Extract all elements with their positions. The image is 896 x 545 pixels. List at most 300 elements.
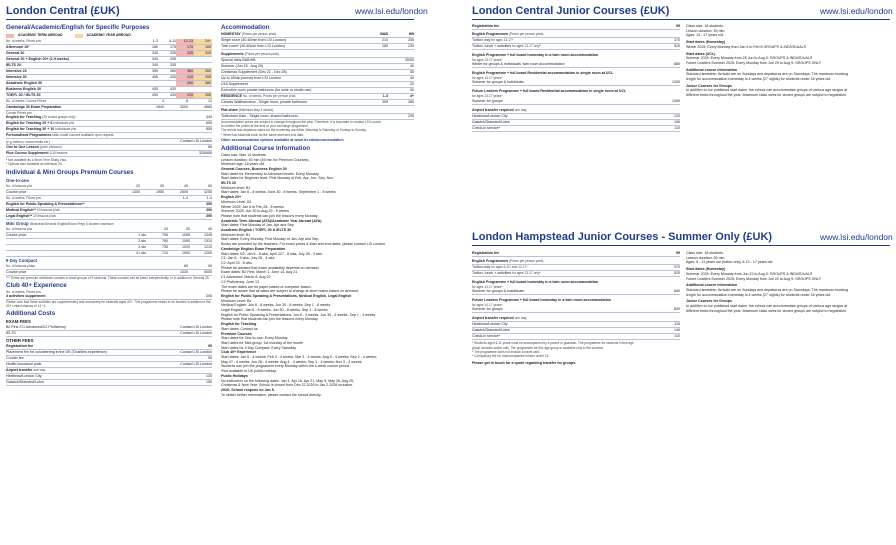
jc-future-sub: for ages 13-17 years* [472, 94, 503, 99]
one-to-one-lesson-detail: (price p/lesson) [39, 145, 62, 150]
cambridge-header-value: 8 [186, 99, 188, 103]
esp-row-label [6, 214, 56, 219]
esp-row [6, 214, 212, 220]
other-fees-heading: OTHER FEES [6, 338, 34, 344]
jh-notes [472, 341, 680, 358]
esp-row-label [6, 208, 60, 213]
esp-row-name: Legal English** [6, 213, 33, 218]
airport-row-value: 150 [206, 380, 212, 385]
jh-reg-name: Registration fee [472, 251, 500, 255]
mini-header-value: 20 [164, 226, 168, 231]
course-row-values [140, 57, 212, 62]
homestay-row-value: 230 [408, 44, 414, 48]
mini-row-value: 1345 [204, 232, 212, 237]
course-row-value: 335 [170, 51, 176, 55]
courses-table [6, 39, 212, 99]
supplement-row-value: 40 [410, 64, 414, 68]
course-row-value [194, 57, 212, 62]
course-row-value: 335 [170, 57, 176, 61]
course-info-lines [221, 153, 414, 167]
info-block-line: To obtain further information, please contact the school directly. [221, 392, 322, 397]
jh-info-heading: Start dates (Homestay) [686, 267, 726, 272]
airport-detail: one way [33, 368, 46, 373]
courses-header-value: 24+ [194, 39, 212, 44]
jc-prog-row-name: Tuition, lunch + activities [472, 44, 512, 48]
course-info-blocks [221, 167, 414, 397]
mini-row-value: 735 [162, 244, 168, 249]
jh-prog-row-value: 520 [674, 271, 680, 275]
junior-central-title: London Central Junior Courses (£UK) [472, 5, 670, 17]
course-row-label: IELTS 20 [6, 63, 21, 67]
cambridge-row-value: 1640 [156, 105, 164, 109]
other-fee-row-value: Contact LSI London [180, 350, 212, 355]
info-block-line: The exam dates are for paper-based or computer-based. [221, 284, 312, 289]
homestay-row [221, 44, 414, 50]
jh-info-line: Summer 2025: Every Monday from Jun 22 to Aug 9: GROUPS & INDIVIDUALS [686, 271, 813, 276]
jc-future-row-label [472, 99, 503, 104]
info-line: Minimum age: 16 years old. [221, 162, 266, 167]
info-block-line: Please note that students can join the lessons every Monday. [221, 317, 319, 322]
info-block-line: Start dates for Mini-group: 1st monday of the month [221, 340, 304, 345]
airport-row-value: 120 [206, 374, 212, 379]
jh-airport-row-label [472, 334, 500, 339]
info-block-line: C1 Advanced: March 8, Aug 22 [221, 275, 271, 280]
supplement-row-label [221, 70, 287, 75]
jh-note: * Compulsory fee for unaccompanied minors under 16. [472, 354, 550, 359]
cambridge-row-value: 3200 [180, 105, 188, 109]
jh-airport-row-value: 110 [674, 334, 680, 339]
jh-note: * Students aged 6-11 years must be accompanied by a parent or guardian. The programme for students in this age [472, 341, 634, 346]
left-page-url[interactable]: www.lsi.edu/london [355, 6, 428, 16]
course-info-heading: Additional Course Information [221, 144, 311, 152]
jc-info-line: Future Leaders Summer 2025: Every Monday from Jun 29 to Aug 9: GROUPS ONLY [686, 60, 822, 65]
course-row-value [176, 63, 194, 68]
jc-info-line: different times throughout the year. Maximum class sizes for closed groups are subject to negotiation. [686, 93, 848, 98]
jc-prog-row-name: Tuition only [472, 38, 491, 42]
supplement-row-label [221, 82, 248, 87]
airport-table [6, 374, 212, 386]
supplement-row-value: 35/50 [405, 58, 414, 62]
residence-col-2: 4+ [409, 94, 414, 98]
accom-note: Accommodation prices are subject to change throughout the year. Therefore, it is important to contact LSI London [221, 120, 382, 124]
personalised-sub: (e.g. fashion, social media etc.) [6, 139, 51, 144]
info-block-line: Christmas & New Year: School is closed from Dec 22 2025 to Jan 2 2026 inclusive. [221, 383, 354, 388]
jc-info-heading: Junior Courses for Groups [686, 83, 732, 88]
left-page-title: London Central (£UK) [6, 5, 120, 17]
junior-hampstead-url[interactable]: www.lsi.edu/london [820, 232, 893, 242]
junior-hampstead-info [686, 251, 892, 313]
mini-row-value: 1310 [204, 238, 212, 243]
jc-airport-table [472, 114, 680, 132]
info-block-line: Please be advised that exam availability depends on demand. [221, 265, 320, 270]
jh-airport-row-name: Gatwick/Stansted/Luton [472, 328, 510, 333]
club-note: Please note that these activities are supplementary and exclusively for students aged 40+. This programme needs to be booked in addition to the 40+ Linked classes of 14 +1. [6, 300, 211, 309]
teaching-row-detail: individuals p/w [55, 127, 77, 132]
oto-row-values [116, 190, 212, 195]
other-fees-table [6, 344, 212, 368]
jc-info-line: Standard timetable: Arrivals are on Sundays and departures are on Saturdays. The maximum booking [686, 72, 848, 77]
jc-homestay-row-value: 880 [674, 62, 680, 67]
one-to-one-lesson-name: One to One Lesson [6, 145, 39, 150]
jc-homestay-sub: for ages 13-17 years* [472, 58, 503, 62]
course-row-value: 345 [152, 63, 158, 67]
info-block-line: Minimum level: B1 [221, 232, 251, 237]
left-title-rule [6, 19, 414, 20]
homestay-row-label: Twin room* (40-60min from LSI London) [221, 44, 285, 48]
info-block-line: Students can join the programme every Monday within the 4-week course period. [221, 364, 351, 369]
cambridge-row-values [140, 105, 212, 110]
residence-row-v1: 399 [382, 100, 388, 104]
course-row-value [176, 57, 194, 62]
course-row-value: 380 [194, 81, 212, 86]
other-fee-row-value: 95 [208, 344, 212, 349]
exam-fee-row-value: Contact LSI London [180, 331, 212, 336]
mini-header-value: 30 [186, 226, 190, 231]
personalised-detail: tailor-made courses available upon request. [52, 133, 115, 138]
course-row-value: 315 [194, 51, 212, 56]
club-heading: Club 40+ Experience [6, 281, 67, 289]
accommodation-heading: Accommodation [221, 24, 270, 31]
jc-info-line: length for accommodation homestay is 4 weeks (27 nights) for students under 16 years old. [686, 77, 832, 82]
other-fee-row-name: Health insurance p/wk [6, 362, 42, 367]
junior-hampstead-prices [472, 251, 680, 366]
left-footnotes [6, 158, 212, 166]
jh-info-line: Ages: 6 - 11 years old (tuition only) & 13 - 17 years old. [686, 260, 774, 265]
jh-prog-row-name: Tuition only [472, 265, 491, 269]
mini-row-label: Course price [6, 232, 27, 237]
supplement-row-value: 90 [410, 88, 414, 92]
mini-row-value: 760 [162, 238, 168, 243]
jh-info-line: Standard timetable: Arrivals are on Sundays and departures are on Saturdays. The maximum booking [686, 287, 848, 292]
cambridge-header-value: 12 [208, 99, 212, 103]
flat-detail: (Minimum stay 4 weeks) [238, 108, 274, 112]
course-row-value: 170 [176, 45, 194, 50]
course-row-value: 390 [176, 81, 194, 86]
mini-row-value: 2 stu [138, 238, 146, 243]
oto-header-value: 50 [208, 183, 212, 188]
jh-airport-row [472, 334, 680, 340]
legend [6, 33, 212, 38]
info-block-line: Summer 2025: Jun 30 to Aug 29 - 9 weeks [221, 209, 289, 214]
info-block-line: Start dates for One-to-one: Every Monday [221, 336, 288, 341]
mini-row-values [124, 239, 212, 244]
jh-airport-table [472, 322, 680, 340]
nine-day-heading: 9 Day Compact [6, 257, 38, 263]
jc-info-heading: Start dates (Homestay) [686, 40, 726, 45]
supplement-row-name: Executive room private bathroom (for suite or studio use) [221, 88, 312, 92]
jh-prog-row-name: Tuition, lunch + activities [472, 271, 512, 275]
flat-title: Flat share [221, 108, 238, 112]
course-row-value: 175 [170, 45, 176, 49]
supplement-row-label [221, 88, 311, 93]
jc-airport-row-name: Heathrow/London City [472, 113, 508, 118]
info-block-line: Start dates: Jan 6 - 4 weeks; Feb 3 - 4 weeks; Mar 3 - 4 weeks; Aug 5 - 4 weeks; Sep 2 - 4 weeks; [221, 355, 377, 360]
info-block-line: English for Public Speaking & Presentations: Jun 6 - 4 weeks, Jun 30 - 4 weeks, Sep 1 - 4 weeks [221, 312, 376, 317]
exam-fees-heading: EXAM FEES [6, 319, 31, 325]
info-block-line: Exam dates: B2 First: March 1, June 14, Aug 21 [221, 270, 298, 275]
homestay-row-values [362, 38, 414, 43]
residence-row-name: Canvas Walthamstow - Single room, private bathroom [221, 100, 307, 104]
jh-info-line: Class size: 18 students. [686, 251, 724, 255]
oto-row-value: 1950 [156, 189, 164, 194]
info-block-heading: 2026: School reopens on Jan 5. [221, 387, 275, 392]
course-row-value: 345 [152, 51, 158, 55]
jh-airport-row-name: Heathrow/London City [472, 322, 508, 327]
mini-row-value: 1 stu [138, 232, 146, 237]
info-block-heading: English for Public Speaking & Presentations, Medical English, Legal English [221, 293, 352, 298]
jh-prog-row [472, 271, 680, 277]
mini-group-detail: (Business/General English/Exam Prep) 5 student maximum [29, 221, 114, 226]
nine-header-label: No. of lessons p/day [6, 264, 35, 268]
course-row-value: 395 [194, 93, 212, 98]
course-row-values [140, 45, 212, 50]
club-header: No. of weeks. Prices p/w [6, 289, 41, 294]
homestay-title: HOMESTAY [221, 32, 241, 36]
info-block-line: Start dates: Jan 6 - 8 weeks, June 30 - 8 weeks, September 1 - 8 weeks [221, 190, 336, 195]
info-block-line: Minimum Level: B1 [221, 199, 252, 204]
jh-future-sub: for ages 14-17 years* [472, 303, 503, 308]
cambridge-row-label: Cambridge 30 Exam Preparation [6, 105, 62, 109]
programs-heading: General/Academic/English for Specific Purposes [6, 24, 150, 31]
junior-hampstead-rule [472, 245, 890, 246]
jc-airport-row-value: 150 [674, 119, 680, 124]
course-row-value: 345 [152, 57, 158, 61]
teaching-row-value: 345 [206, 115, 212, 120]
teaching-row-name: English for Teaching [6, 115, 42, 120]
residence-col-1: 1-3 [382, 94, 388, 98]
teaching-row-detail: individuals p/w [53, 121, 75, 126]
legend-term-swatch [6, 34, 14, 38]
jc-prog-row-label [472, 44, 541, 49]
info-block-heading: IELTS 20 [221, 181, 236, 186]
info-block-heading: General Courses, Business English 30 [221, 166, 287, 171]
jh-airport-row-value: 115 [674, 322, 680, 327]
info-block-line: Please note that students can join the lessons every Monday. [221, 213, 319, 218]
course-row-value: 395 [152, 69, 158, 73]
one-to-one-table [6, 184, 212, 196]
homestay-col-hb: HB [408, 32, 414, 36]
info-block-heading: Academic English / TOEFL 30 & IELTS 30 [221, 228, 292, 233]
course-row-value [158, 81, 176, 86]
jh-homestay-table [472, 289, 680, 295]
info-block-line: Start dates for 9 Day Compact: Every Saturday [221, 345, 296, 350]
jc-res-row-value: 1260 [672, 80, 680, 85]
supplement-row-label [221, 76, 281, 81]
jc-info-line: Class size: 18 students. [686, 24, 724, 28]
other-fee-row-name: Courier fee [6, 356, 24, 361]
jc-prog-detail: (Prices per person p/wk) [508, 32, 544, 36]
jc-res-row-label [472, 80, 524, 85]
oto-row-value: 2600 [180, 189, 188, 194]
esp-row-value: 390 [206, 213, 212, 218]
left-column [6, 22, 212, 386]
jh-future-row [472, 307, 680, 313]
course-row-value: 430 [170, 87, 176, 91]
jc-prog-row-label [472, 38, 513, 43]
jc-res-row [472, 80, 680, 86]
other-fee-row-label [6, 362, 41, 367]
course-row-value: 455 [152, 93, 158, 97]
supplement-row-value: 20 [410, 82, 414, 86]
homestay-row-label: Single room (40-60min from LSI London) [221, 38, 287, 42]
teaching-row-name: English for Teaching 30 + 10 [6, 127, 55, 132]
courses-header-value: 4-11 [169, 39, 176, 43]
jc-reg-row [472, 24, 680, 30]
courses-header-values [140, 39, 212, 44]
residence-row-v2: 380 [408, 100, 414, 104]
plus-supplement-value: 325/650 [199, 151, 212, 156]
jc-homestay-row-label [472, 62, 565, 67]
other-accommodation[interactable]: Other accommodation options available at www.lsi.edu/accommodation [221, 137, 344, 142]
jh-info-line: different times throughout the year. Maximum class sizes for closed groups are subject to negotiation. [686, 308, 848, 313]
course-row-value: 455 [152, 87, 158, 91]
jh-future-row-label [472, 307, 503, 312]
flat-row-value: 299 [408, 114, 414, 118]
info-block-line: Start dates for Beginner level: First Monday of Feb, Apr, Jun, Sep, Nov. [221, 176, 334, 181]
other-fee-row-name: Placement fee for volunteering in the UK (Charities experience) [6, 350, 107, 355]
jc-airport-row-value: 120 [674, 113, 680, 118]
exam-fee-row-label [6, 325, 66, 330]
plus-supplement-detail: 1/10 lessons [49, 151, 68, 156]
jc-future-row-value: 1260 [672, 98, 680, 103]
jc-info-heading: Additional course information [686, 67, 738, 72]
homestay-row-value: 210 [382, 38, 388, 42]
club-row-name: 3 activities supplement [6, 294, 46, 299]
jh-airport-title: Airport transfer required [472, 316, 514, 321]
jc-airport-row-label [472, 114, 508, 119]
nine-row-values [164, 270, 212, 275]
personalised-value: Contact LSI London [180, 139, 212, 144]
homestay-table [221, 38, 414, 50]
nine-day-table [6, 264, 212, 276]
jc-info-line: Summer 2025: Every Monday from 29 Jun to Aug 9: GROUPS & INDIVIDUALS [686, 56, 813, 61]
teaching-row-label [6, 115, 75, 120]
nine-day-note: *** These are premium certificate courses in small groups of 5 students. These courses can be taken independently, or in addition to General 30. [6, 275, 210, 280]
jh-homestay-title: English Programme + full board homestay in a twin room accommodation [472, 280, 599, 284]
exam-fee-row-label [6, 331, 16, 336]
jc-prog-row [472, 44, 680, 50]
course-row-label: Intensive 30 [6, 75, 27, 79]
esp-header-values [164, 196, 212, 201]
jh-note: * The programme does not include a travel card. [472, 349, 541, 354]
course-row-label: General 20 [6, 51, 25, 55]
accom-note: to confirm the prices at the time of your exchange programme. [221, 124, 309, 129]
jc-res-title: English Programme + full board Residential accommodation in single room at UCL [472, 71, 614, 76]
esp-row-label [6, 202, 85, 207]
oto-row-value: 1300 [132, 189, 140, 194]
other-fee-row-name: Registration fee [6, 344, 34, 349]
jc-res-sub: for ages 13-17 years* [472, 76, 503, 81]
course-row-value: 180 [152, 45, 158, 49]
mini-row-value: 4+ stu [136, 250, 146, 255]
nine-row-label: Course price [6, 269, 27, 274]
info-block-heading: Club 40+ Experience [221, 350, 257, 355]
jh-prog-detail: (Prices per person p/wk) [508, 259, 544, 263]
mini-row-value: 3 stu [138, 244, 146, 249]
info-block-line: May 4? - 4 weeks; Jun 28 - 4 weeks; Aug 4 - 4 weeks; Sep 1 - 4 weeks; Nov 3 - 4 weeks. [221, 359, 363, 364]
jh-prog-row-label [472, 265, 528, 270]
info-block-line: *Not available to UK public holiday. [221, 369, 277, 374]
supplement-row-name: Up to 45min journey from LSI London [221, 76, 281, 80]
jc-res-row-name: Summer for groups & individuals [472, 80, 524, 85]
jc-reg-name: Registration fee [472, 24, 500, 28]
exam-fee-row-name: IELTS [6, 331, 16, 336]
course-row-values [140, 75, 212, 80]
jh-airport-row-name: Check-in service* [472, 334, 500, 339]
homestay-row-value: 255 [408, 38, 414, 42]
info-block-heading: Public Holidays [221, 373, 248, 378]
airport-row-name: Heathrow/London City [6, 374, 42, 379]
supplement-row-label [221, 64, 263, 69]
jc-airport-row-name: Gatwick/Stansted/Luton [472, 119, 510, 124]
esp-row-value: 390 [206, 201, 212, 206]
esp-header-label: No. of weeks. Prices p/w [6, 196, 41, 200]
jc-info-heading: Start dates (UCL) [686, 51, 716, 56]
plus-supplement-row [6, 151, 212, 157]
supplements-detail: (Prices per person p/wk) [244, 52, 280, 56]
jh-quote-note: Please get in touch for a quote regarding transfer for groups. [472, 361, 577, 366]
jc-prog-row-detail: for ages 13-17 only* [512, 44, 541, 48]
one-to-one-lesson-value: 65 [208, 145, 212, 150]
jh-info-line: In addition to our published start dates, the school can accommodate groups of various age ranges at [686, 304, 848, 309]
jh-reg-value: 95 [676, 251, 680, 255]
jc-airport-row-name: Check-in service* [472, 125, 500, 130]
jc-homestay-title: English Programme + full board homestay in a twin room accommodation [472, 53, 599, 57]
jh-prog-title: English Programmes [472, 259, 508, 263]
other-fee-row-value: 95 [208, 356, 212, 361]
course-row-value: 395 [194, 75, 212, 80]
info-block-line: Start dates: B2: Jan 6 - 8 wks; April 22? - 8 wks; July 28 - 4 wks [221, 251, 323, 256]
mini-row-value: 710 [162, 250, 168, 255]
info-block-line: Start dates for Elementary to Advanced levels: Every Monday. [221, 171, 320, 176]
junior-central-prices [472, 24, 680, 132]
homestay-col-bb: B&B [380, 32, 388, 36]
oto-header-value: 20 [136, 183, 140, 188]
jh-info-line: Lesson duration: 50 min. [686, 255, 726, 260]
supplement-row-name: U18 Supplement [221, 82, 248, 86]
supplement-row-name: Christmas Supplement (Dec 21 - Dec 28) [221, 70, 287, 74]
homestay-detail: (Prices per person p/wk) [241, 32, 277, 36]
info-block-heading: Cambridge English Exam Preparation [221, 246, 286, 251]
exam-fee-row [6, 331, 212, 337]
mini-row-value: 1050 [182, 238, 190, 243]
info-block-line: C2 Proficiency: June 13 [221, 279, 259, 284]
info-block-line: Medical English: Jun 6 - 8 weeks, Jun 30 - 8 weeks, Sep 1 - 8 weeks [221, 303, 331, 308]
course-row-label: Intensive 24 [6, 69, 27, 73]
residence-title: RESIDENCE [221, 94, 242, 98]
mini-row-values [124, 251, 212, 256]
jc-info-line: Winter 2025: Every Monday from Jan 5 to Feb 8 GROUPS & INDIVIDUALS [686, 44, 807, 49]
mini-row-value: 1200 [204, 250, 212, 255]
residence-row [221, 100, 414, 106]
supplements-table [221, 58, 414, 94]
jc-homestay-table [472, 62, 680, 68]
junior-central-url[interactable]: www.lsi.edu/london [820, 6, 893, 16]
teaching-row-value: 600 [206, 121, 212, 126]
jc-info-line: Ages: 13 - 17 years old. [686, 33, 724, 38]
jh-airport-row-label [472, 322, 508, 327]
nine-row-value: 3330 [180, 269, 188, 274]
supplement-row-value: 55 [410, 70, 414, 74]
legend-year-label: ACADEMIC YEAR ABROAD [86, 33, 131, 37]
nine-header-value: 60 [184, 263, 188, 268]
jc-info-line: Lesson duration: 50 min. [686, 28, 726, 33]
course-row-value: 380 [170, 69, 176, 73]
course-row-value: 360 [176, 69, 194, 74]
residence-detail: No. of weeks. Prices per person p/wk [242, 94, 296, 98]
airport-row-name: Gatwick/Stansted/Luton [6, 380, 44, 385]
cambridge-row-value: 4680 [204, 105, 212, 109]
